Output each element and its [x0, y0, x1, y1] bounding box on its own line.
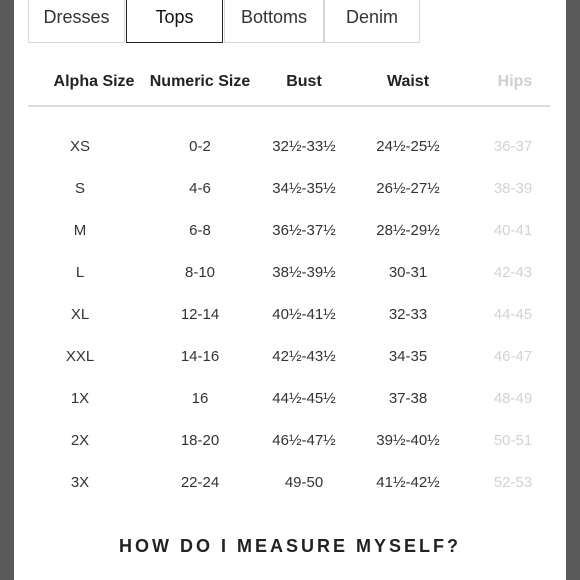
tab-bottoms[interactable]: Bottoms	[224, 0, 324, 43]
bust-cell: 32½-33½	[272, 138, 336, 155]
alpha-size-cell: XL	[70, 306, 90, 323]
header-divider	[28, 105, 550, 107]
table-row	[28, 387, 550, 411]
tab-denim[interactable]: Denim	[324, 0, 420, 43]
numeric-size-cell: 6-8	[189, 222, 211, 239]
bust-cell: 38½-39½	[272, 264, 336, 281]
header-alpha-size: Alpha Size	[53, 73, 135, 90]
alpha-size-cell: 1X	[70, 390, 90, 407]
alpha-size-cell: 2X	[70, 432, 90, 449]
header-numeric-size: Numeric Size	[149, 73, 251, 90]
bust-cell: 44½-45½	[272, 390, 336, 407]
table-row	[28, 177, 550, 201]
alpha-size-cell: XS	[69, 138, 90, 155]
hips-cell: 40-41	[493, 222, 533, 239]
numeric-size-cell: 12-14	[180, 306, 220, 323]
waist-cell: 26½-27½	[376, 180, 440, 197]
alpha-size-cell: L	[75, 264, 85, 281]
alpha-size-cell: 3X	[70, 474, 90, 491]
bust-cell: 46½-47½	[272, 432, 336, 449]
hips-cell: 36-37	[493, 138, 533, 155]
hips-cell: 48-49	[493, 390, 533, 407]
alpha-size-cell: S	[74, 180, 85, 197]
numeric-size-cell: 22-24	[180, 474, 220, 491]
alpha-size-cell: M	[73, 222, 87, 239]
numeric-size-cell: 18-20	[180, 432, 220, 449]
hips-cell: 38-39	[493, 180, 533, 197]
numeric-size-cell: 8-10	[184, 264, 216, 281]
table-row	[28, 429, 550, 453]
numeric-size-cell: 4-6	[189, 180, 211, 197]
measure-heading: HOW DO I MEASURE MYSELF?	[119, 536, 461, 556]
hips-cell: 42-43	[493, 264, 533, 281]
waist-cell: 28½-29½	[376, 222, 440, 239]
numeric-size-cell: 16	[191, 390, 209, 407]
size-chart-panel	[14, 0, 566, 580]
waist-cell: 34-35	[388, 348, 428, 365]
waist-cell: 39½-40½	[376, 432, 440, 449]
hips-cell: 50-51	[493, 432, 533, 449]
table-row	[28, 303, 550, 327]
header-waist: Waist	[386, 73, 430, 90]
table-row	[28, 345, 550, 369]
tab-dresses[interactable]: Dresses	[28, 0, 125, 43]
table-row	[28, 135, 550, 159]
header-hips: Hips	[497, 73, 533, 90]
numeric-size-cell: 14-16	[180, 348, 220, 365]
hips-cell: 46-47	[493, 348, 533, 365]
table-row	[28, 471, 550, 495]
waist-cell: 30-31	[388, 264, 428, 281]
hips-cell: 44-45	[493, 306, 533, 323]
numeric-size-cell: 0-2	[189, 138, 211, 155]
table-row	[28, 219, 550, 243]
bust-cell: 34½-35½	[272, 180, 336, 197]
waist-cell: 32-33	[388, 306, 428, 323]
bust-cell: 42½-43½	[272, 348, 336, 365]
waist-cell: 24½-25½	[376, 138, 440, 155]
waist-cell: 37-38	[388, 390, 428, 407]
waist-cell: 41½-42½	[376, 474, 440, 491]
header-bust: Bust	[286, 73, 322, 90]
hips-cell: 52-53	[493, 474, 533, 491]
tab-tops[interactable]: Tops	[126, 0, 223, 43]
table-row	[28, 261, 550, 285]
bust-cell: 49-50	[284, 474, 324, 491]
bust-cell: 40½-41½	[272, 306, 336, 323]
bust-cell: 36½-37½	[272, 222, 336, 239]
alpha-size-cell: XXL	[65, 348, 95, 365]
